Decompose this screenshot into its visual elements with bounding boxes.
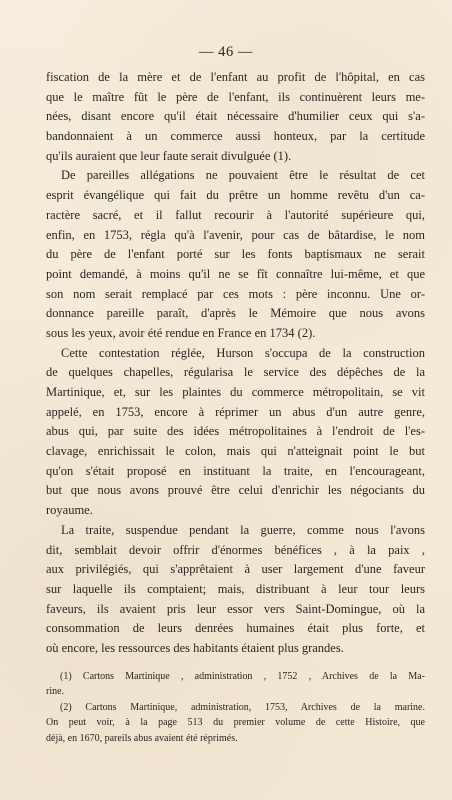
text-line: point demandé, à moins qu'il ne se fît connaître lui-même, et que	[46, 266, 425, 281]
text-line: but que nous avons prouvé être celui d'enrichir les négociants du	[46, 483, 425, 498]
text-line: ractère sacré, et il fallut recourir à l'autorité supérieure qui,	[46, 207, 425, 222]
text-line: clavage, enrichissait le colon, mais qui n'atteignait point le but	[46, 444, 425, 459]
text-line: enfin, en 1753, régla qu'à l'avenir, pour cas de bâtardise, le nom	[46, 227, 425, 242]
text-line: sur laquelle ils comptaient; mais, distribuant à leur tour leurs	[46, 581, 425, 596]
footnote-separator-space	[46, 659, 425, 669]
text-line: dit, semblait devoir offrir d'énormes bénéfices , à la paix ,	[46, 542, 425, 557]
text-line: que le maître fût le père de l'enfant, ils continuèrent leurs me-	[46, 89, 425, 104]
text-line: sous les yeux, avoir été rendue en France en 1734 (2).	[46, 325, 316, 340]
paragraph	[46, 521, 425, 659]
text-line: du père de l'enfant porté sur les fonts baptismaux ne serait	[46, 247, 425, 262]
text-line: De pareilles allégations ne pouvaient être le résultat de cet	[61, 168, 425, 183]
text-line: où encore, les ressources des habitants étaient plus grandes.	[46, 640, 344, 655]
page-number: — 46 —	[198, 44, 254, 60]
text-line: bandonnaient à un commerce aussi honteux, par la certitude	[46, 129, 425, 144]
footnote	[46, 669, 425, 700]
text-line: esprit évangélique qui fait du prêtre un homme revêtu d'un ca-	[46, 188, 425, 203]
footnote-line: rine.	[46, 686, 65, 698]
footnote-line: (2) Cartons Martinique, administration, 1753, Archives de la marine.	[60, 701, 425, 713]
text-line: La traite, suspendue pendant la guerre, comme nous l'avons	[61, 522, 425, 537]
text-line: qu'on s'était proposé en instituant la traite, en l'encourageant,	[46, 463, 425, 478]
footnote-line: déjà, en 1670, pareils abus avaient été réprimés.	[46, 733, 238, 744]
text-line: Martinique, et, sur les plaintes du commerce métropolitain, se vit	[46, 385, 425, 399]
text-line: consommation de leurs denrées humaines était plus forte, et	[46, 621, 425, 636]
text-line: donnance pareille paraît, d'après le Mémoire que nous avons	[46, 306, 425, 321]
text-line: nées, disant encore qu'il était nécessaire d'humilier ceux qui s'a-	[46, 109, 425, 124]
paragraph	[46, 166, 425, 343]
text-line: abus qui, par suite des idées métropolitaines à l'endroit de l'es-	[46, 424, 425, 439]
footnote-line: (1) Cartons Martinique , administration , 1752 , Archives de la Ma-	[60, 670, 425, 682]
text-line: de quelques chapelles, régularisa le service des dépêches de la	[46, 365, 425, 380]
text-line: fiscation de la mère et de l'enfant au profit de l'hôpital, en cas	[46, 70, 425, 84]
footnote-line: On peut voir, à la page 513 du premier volume de cette Histoire, que	[46, 717, 425, 729]
text-line: son nom serait remplacé par ces mots : père inconnu. Une or-	[46, 286, 425, 301]
text-line: aux privilégiés, qui s'apprêtaient à user largement d'une faveur	[46, 562, 425, 577]
text-line: faveurs, ils avaient pris leur essor vers Saint-Domingue, où la	[46, 601, 425, 616]
text-line: qu'ils auraient que leur faute serait divulguée (1).	[46, 148, 292, 163]
text-line: royaume.	[46, 503, 93, 518]
footnote	[46, 700, 425, 747]
page-body	[46, 68, 425, 747]
text-line: Cette contestation réglée, Hurson s'occupa de la construction	[61, 345, 425, 360]
paragraph	[46, 344, 425, 521]
paragraph	[46, 68, 425, 166]
text-line: appelé, en 1753, encore à réprimer un abus d'un autre genre,	[46, 404, 425, 419]
